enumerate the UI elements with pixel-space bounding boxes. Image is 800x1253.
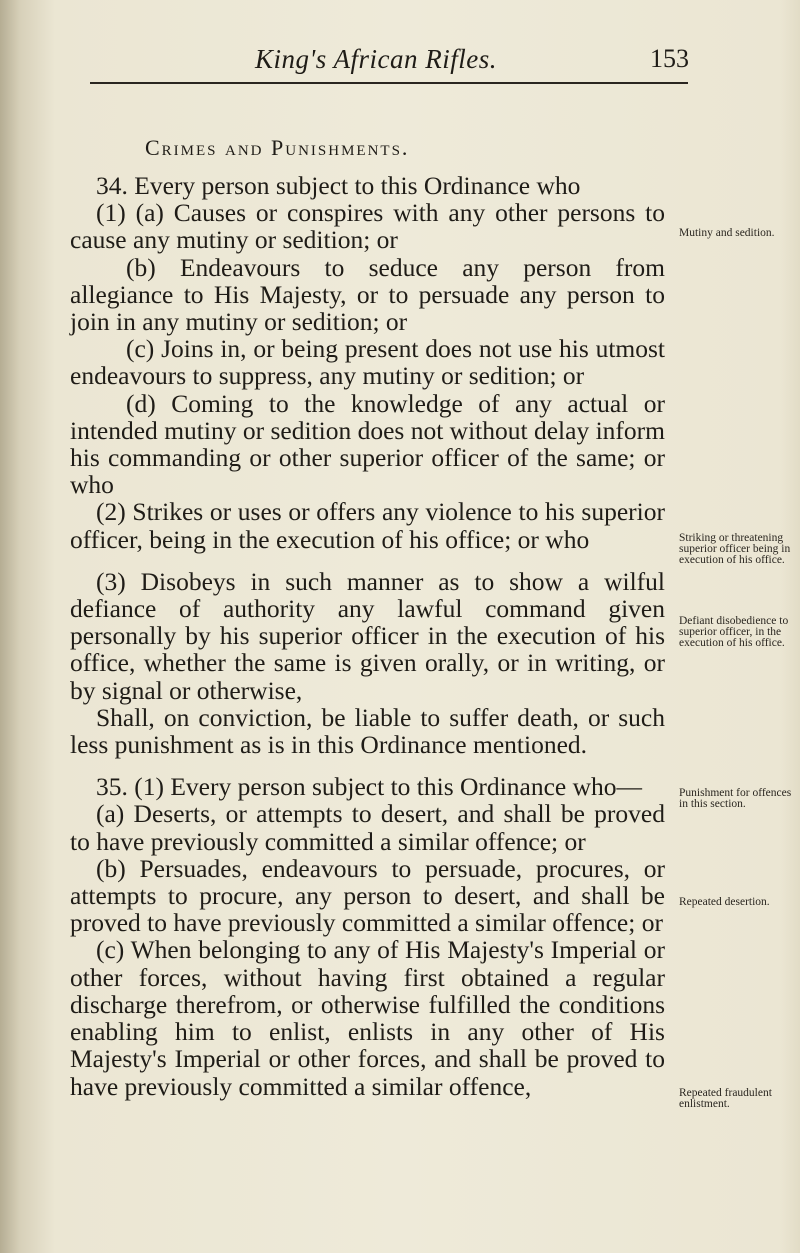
body-text: [70, 172, 665, 1100]
marginal-note-punishment: Punishment for offences in this section.: [679, 787, 792, 810]
paragraph-35-intro: 35. (1) Every person subject to this Ordinance who—: [96, 772, 642, 802]
paragraph-34-punishment: Shall, on conviction, be liable to suffer death, or such less punishment as is in this Ordinance mentioned.: [70, 702, 665, 760]
paragraph-35-1a: (a) Deserts, or attempts to desert, and shall be proved to have previously committed a similar offence; or: [70, 799, 665, 856]
spacer: [70, 553, 665, 568]
marginal-note-desertion: Repeated desertion.: [679, 896, 770, 908]
marginal-note-disobedience: Defiant disobedience to superior officer, in the execution of his office.: [679, 615, 789, 649]
section-heading: Crimes and Punishments.: [145, 135, 410, 160]
paragraph-34-1b: (b) Endeavours to seduce any person from allegiance to His Majesty, or to persuade any person to join in any mutiny or sedition; or: [70, 252, 665, 337]
header-rule: [90, 82, 688, 84]
paragraph-34-3: (3) Disobeys in such manner as to show a wilful defiance of authority any lawful command given personally by his superior officer in the execution of his office, whether the same is given orally, or in writing, or by signal or otherwise,: [70, 566, 665, 705]
paragraph-34-intro: 34. Every person subject to this Ordinance who: [96, 171, 581, 200]
paragraph-35-1b: (b) Persuades, endeavours to persuade, procures, or attempts to procure, any person to desert, and shall be proved to have previously committed a similar offence; or: [70, 853, 665, 938]
paragraph-34-1c: (c) Joins in, or being present does not use his utmost endeavours to suppress, any mutiny or sedition; or: [70, 334, 665, 391]
spacer: [70, 758, 665, 773]
running-head: King's African Rifles.: [255, 44, 498, 74]
marginal-note-mutiny: Mutiny and sedition.: [679, 227, 775, 239]
marginal-note-striking: Striking or threatening superior officer being in execution of his office.: [679, 532, 791, 566]
paragraph-34-1a: (1) (a) Causes or conspires with any other persons to cause any mutiny or sedition; or: [70, 198, 665, 255]
page-number: 153: [650, 44, 689, 73]
paragraph-35-1c: (c) When belonging to any of His Majesty's Imperial or other forces, without having first obtained a regular discharge therefrom, or otherwise fulfilled the conditions enabling him to enlist, enlists in any other of His Majesty's Imperial or other forces, and shall be proved to have previously committed a similar offence,: [70, 935, 665, 1101]
paragraph-34-2: (2) Strikes or uses or offers any violence to his superior officer, being in the execution of his office; or who: [70, 497, 665, 554]
paragraph-34-1d: (d) Coming to the knowledge of any actual or intended mutiny or sedition does not without delay inform his commanding or other superior officer of the same; or who: [70, 388, 665, 500]
marginal-note-enlistment: Repeated fraudulent enlistment.: [679, 1087, 772, 1110]
